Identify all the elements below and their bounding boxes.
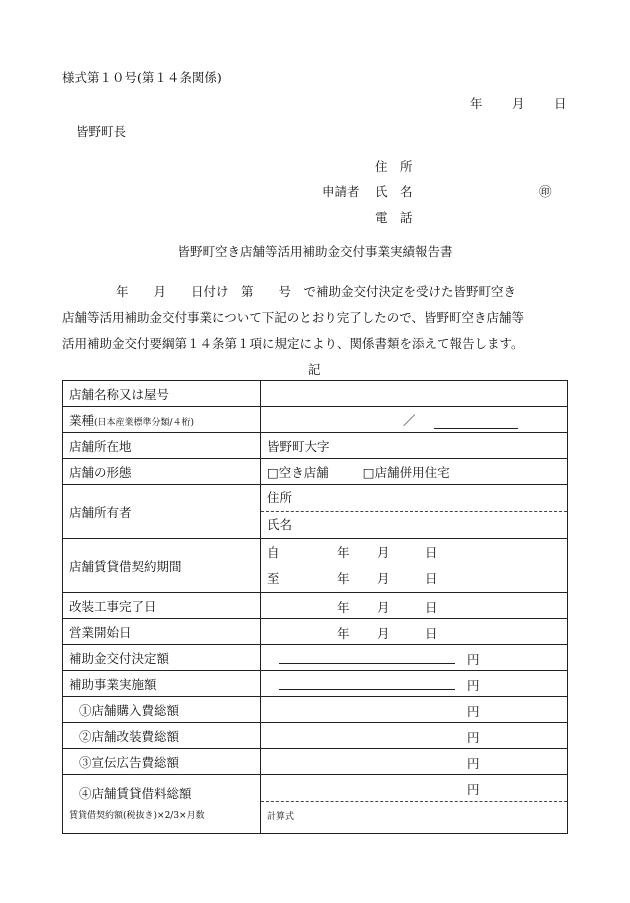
document-title: 皆野町空き店舗等活用補助金交付事業実績報告書 bbox=[177, 244, 453, 259]
date-day: 日 bbox=[554, 96, 567, 111]
decision-amount-line bbox=[279, 649, 455, 664]
opening-year: 年 bbox=[337, 626, 350, 641]
decision-amount[interactable] bbox=[261, 645, 568, 671]
table-row bbox=[63, 593, 568, 619]
location-label: 店舗所在地 bbox=[63, 433, 261, 459]
opening-day: 日 bbox=[425, 626, 438, 641]
industry-slash: ／ bbox=[403, 412, 416, 428]
opening-label: 営業開始日 bbox=[63, 619, 261, 645]
body-line-1: 年 月 日付け 第 号 で補助金交付決定を受けた皆野町空き bbox=[116, 284, 517, 299]
owner-name[interactable]: 氏名 bbox=[267, 517, 293, 532]
industry-field[interactable] bbox=[261, 407, 568, 433]
renovation-day: 日 bbox=[425, 600, 438, 615]
owner-address[interactable]: 住所 bbox=[261, 485, 567, 512]
form-label: 店舗の形態 bbox=[63, 459, 261, 485]
item4-label: ④店舗賃貸借料総額 bbox=[79, 786, 192, 801]
table-row bbox=[63, 619, 568, 645]
industry-code-line bbox=[434, 414, 518, 429]
date-year: 年 bbox=[470, 96, 483, 111]
lease-from-month: 月 bbox=[377, 544, 390, 560]
ki-label: 記 bbox=[308, 362, 321, 377]
item1-amount[interactable] bbox=[261, 697, 568, 723]
lease-to-day: 日 bbox=[425, 570, 438, 586]
owner-field bbox=[261, 485, 568, 539]
phone-label: 電 話 bbox=[375, 210, 413, 225]
actual-amount[interactable] bbox=[261, 671, 568, 697]
addressee: 皆野町長 bbox=[76, 124, 127, 139]
form-option-combined[interactable]: □店舗併用住宅 bbox=[362, 464, 450, 480]
item3-yen: 円 bbox=[467, 756, 480, 771]
decision-yen: 円 bbox=[467, 652, 480, 667]
lease-field bbox=[261, 539, 568, 593]
address-label: 住 所 bbox=[375, 159, 413, 174]
item4-yen: 円 bbox=[467, 782, 480, 797]
table-row bbox=[63, 539, 568, 593]
seal-mark: ㊞ bbox=[539, 184, 552, 199]
applicant-label: 申請者 bbox=[322, 184, 360, 199]
owner-label: 店舗所有者 bbox=[63, 485, 261, 539]
lease-label: 店舗賃貸借契約期間 bbox=[63, 539, 261, 593]
shop-name-label: 店舗名称又は屋号 bbox=[63, 381, 261, 407]
item2-amount[interactable] bbox=[261, 723, 568, 749]
table-row bbox=[63, 697, 568, 723]
table-row bbox=[63, 645, 568, 671]
lease-from-row[interactable] bbox=[261, 540, 567, 566]
item3-label: ③宣伝広告費総額 bbox=[63, 749, 261, 775]
item1-label: ①店舗購入費総額 bbox=[63, 697, 261, 723]
renovation-label: 改装工事完了日 bbox=[63, 593, 261, 619]
item1-yen: 円 bbox=[467, 704, 480, 719]
item2-label: ②店舗改装費総額 bbox=[63, 723, 261, 749]
opening-date[interactable] bbox=[261, 619, 568, 645]
actual-amount-line bbox=[279, 675, 455, 690]
industry-label: 業種 bbox=[69, 412, 95, 428]
industry-note: (日本産業標準分類/４桁) bbox=[94, 417, 195, 428]
table-row bbox=[63, 775, 568, 834]
name-label: 氏 名 bbox=[375, 184, 413, 199]
lease-to-month: 月 bbox=[377, 570, 390, 586]
lease-to-year: 年 bbox=[337, 570, 350, 586]
item4-divider bbox=[261, 801, 567, 802]
opening-month: 月 bbox=[377, 626, 390, 641]
report-table bbox=[62, 380, 568, 834]
table-row bbox=[63, 433, 568, 459]
item4-amount[interactable] bbox=[261, 775, 568, 834]
lease-from-day: 日 bbox=[425, 544, 438, 560]
item3-amount[interactable] bbox=[261, 749, 568, 775]
table-row bbox=[63, 381, 568, 407]
form-options bbox=[261, 459, 568, 485]
table-row bbox=[63, 485, 568, 539]
body-line-3: 活用補助金交付要綱第１４条第１項に規定により、関係書類を添えて報告します。 bbox=[62, 336, 524, 351]
form-option-vacant[interactable]: □空き店舗 bbox=[267, 464, 329, 480]
decision-label: 補助金交付決定額 bbox=[63, 645, 261, 671]
shop-name-field[interactable] bbox=[261, 381, 568, 407]
item2-yen: 円 bbox=[467, 730, 480, 745]
item4-label-cell bbox=[63, 775, 261, 834]
industry-label-cell bbox=[63, 407, 261, 433]
form-number: 様式第１０号(第１４条関係) bbox=[62, 70, 222, 85]
table-row bbox=[63, 671, 568, 697]
actual-yen: 円 bbox=[467, 678, 480, 693]
lease-to: 至 bbox=[267, 570, 280, 586]
lease-from-year: 年 bbox=[337, 544, 350, 560]
renovation-year: 年 bbox=[337, 600, 350, 615]
date-month: 月 bbox=[512, 96, 525, 111]
location-value[interactable]: 皆野町大字 bbox=[261, 433, 568, 459]
table-row bbox=[63, 459, 568, 485]
body-line-2: 店舗等活用補助金交付事業について下記のとおり完了したので、皆野町空き店舗等 bbox=[62, 310, 525, 325]
renovation-month: 月 bbox=[377, 600, 390, 615]
renovation-date[interactable] bbox=[261, 593, 568, 619]
actual-label: 補助事業実施額 bbox=[63, 671, 261, 697]
calc-label: 計算式 bbox=[267, 812, 295, 822]
table-row bbox=[63, 407, 568, 433]
item4-note: 賃貸借契約額(税抜き)×2/3×月数 bbox=[69, 811, 205, 821]
table-row bbox=[63, 749, 568, 775]
lease-to-row[interactable] bbox=[261, 566, 567, 592]
table-row bbox=[63, 723, 568, 749]
lease-from: 自 bbox=[267, 544, 280, 560]
